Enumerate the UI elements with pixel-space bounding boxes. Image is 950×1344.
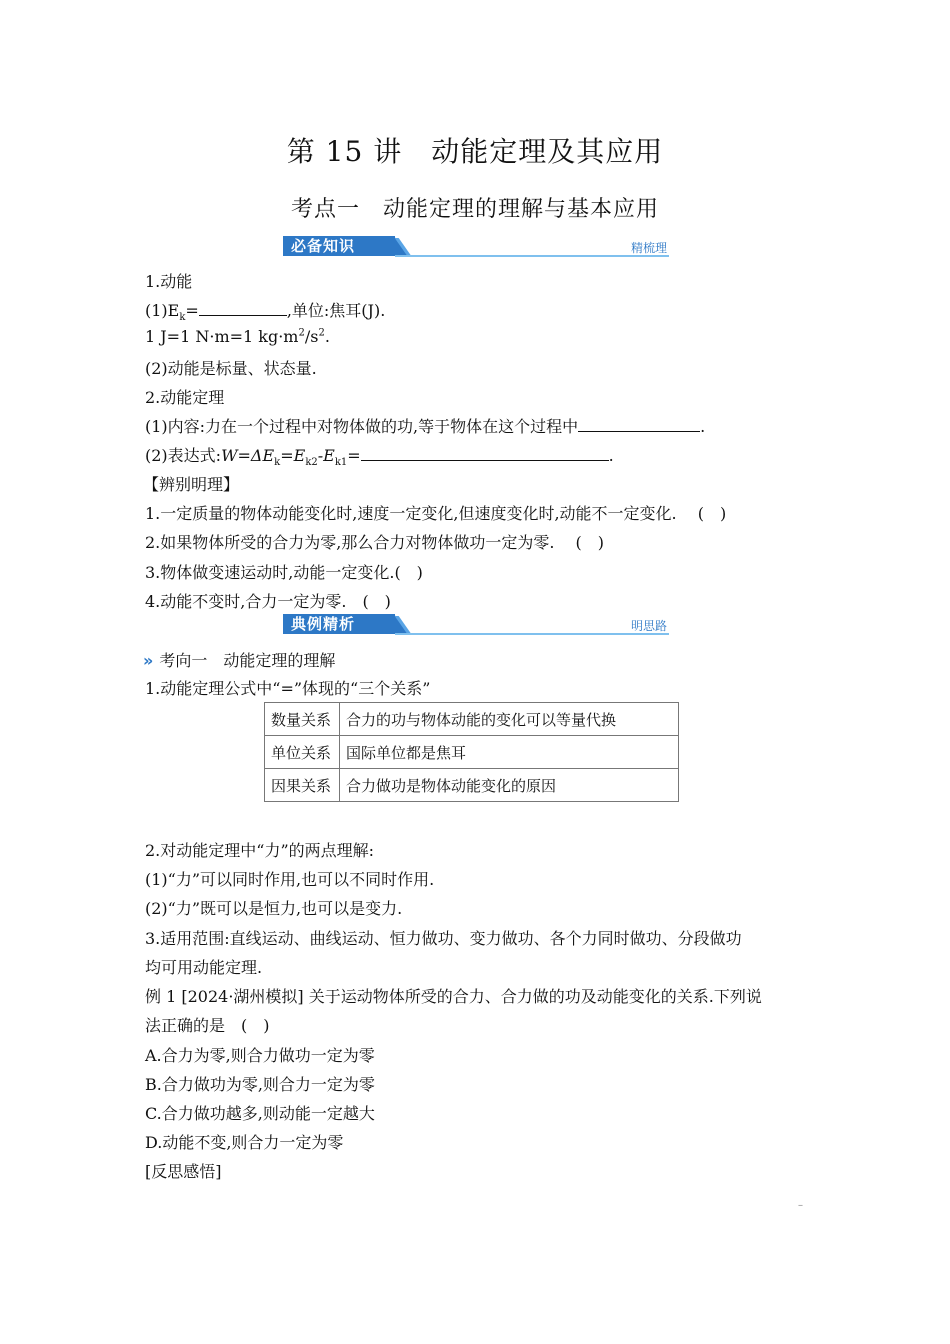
theorem-heading: 2.动能定理 <box>145 388 225 407</box>
relations-intro: 1.动能定理公式中“=”体现的“三个关系” <box>145 679 431 698</box>
banner-typical-examples <box>283 614 669 638</box>
banner-right-label: 明思路 <box>630 619 667 633</box>
table-row <box>265 703 679 736</box>
option-d: D.动能不变,则合力一定为零 <box>145 1133 344 1152</box>
text-segment: =E <box>280 446 306 465</box>
banner-right-label: 精梳理 <box>630 241 667 255</box>
fill-in-blank[interactable] <box>361 444 609 461</box>
table-row <box>265 769 679 802</box>
judge-heading: 【辨别明理】 <box>143 475 240 494</box>
force-line-1: (1)“力”可以同时作用,也可以不同时作用. <box>145 870 435 889</box>
theorem-content-line <box>145 414 705 437</box>
banner-underline <box>395 633 669 635</box>
scope-line-2: 均可用动能定理. <box>145 958 263 977</box>
scalar-state-line: (2)动能是标量、状态量. <box>145 359 317 378</box>
table-cell-value: 国际单位都是焦耳 <box>340 736 679 769</box>
text-segment: 1 J=1 N·m=1 kg·m <box>145 327 299 346</box>
page-footer-mark: – <box>798 1200 803 1211</box>
text-segment: (1)E <box>145 301 180 320</box>
text-segment: . <box>324 327 330 346</box>
subscript: k2 <box>305 457 318 469</box>
fill-in-blank[interactable] <box>578 415 700 432</box>
theorem-expression-line <box>145 443 614 468</box>
relations-table <box>264 702 679 802</box>
example-question-line-2: 法正确的是 ( ) <box>145 1016 270 1035</box>
text-segment: . <box>700 417 706 436</box>
text-segment: ,单位:焦耳(J). <box>286 301 386 320</box>
option-a: A.合力为零,则合力做功一定为零 <box>145 1046 375 1065</box>
judge-question-4: 4.动能不变时,合力一定为零. ( ) <box>145 592 391 611</box>
banner-underline <box>395 255 669 257</box>
text-segment: /s <box>304 327 319 346</box>
table-cell-value: 合力做功是物体动能变化的原因 <box>340 769 679 802</box>
double-chevron-icon: » <box>143 651 154 670</box>
subscript: k <box>274 457 281 469</box>
banner-label: 必备知识 <box>283 236 395 256</box>
table-row <box>265 736 679 769</box>
scope-line-1: 3.适用范围:直线运动、曲线运动、恒力做功、变力做功、各个力同时做功、分段做功 <box>145 929 742 948</box>
subscript: k <box>179 312 186 324</box>
kinetic-energy-formula-line <box>145 298 385 323</box>
text-segment: = <box>185 301 199 320</box>
banner-label: 典例精析 <box>283 614 395 634</box>
example-question-line-1: 例 1 [2024·湖州模拟] 关于运动物体所受的合力、合力做的功及动能变化的关系.下列说 <box>145 987 762 1006</box>
banner-essential-knowledge <box>283 236 669 260</box>
option-c: C.合力做功越多,则动能一定越大 <box>145 1104 375 1123</box>
fill-in-blank[interactable] <box>199 299 287 316</box>
text-segment: (1)内容:力在一个过程中对物体做的功,等于物体在这个过程中 <box>145 417 579 436</box>
text-segment: (2)表达式: <box>145 446 222 465</box>
superscript: 2 <box>318 327 325 339</box>
table-cell-key: 因果关系 <box>265 769 340 802</box>
direction-text: 考向一 动能定理的理解 <box>159 651 336 670</box>
subscript: k1 <box>334 457 348 469</box>
superscript: 2 <box>298 327 305 339</box>
text-segment: -E <box>317 446 335 465</box>
table-cell-key: 数量关系 <box>265 703 340 736</box>
table-cell-key: 单位关系 <box>265 736 340 769</box>
unit-conversion-line <box>145 327 330 346</box>
judge-question-1: 1.一定质量的物体动能变化时,速度一定变化,但速度变化时,动能不一定变化. ( ) <box>145 504 727 523</box>
judge-question-3: 3.物体做变速运动时,动能一定变化.( ) <box>145 563 423 582</box>
reflection-label: [反思感悟] <box>145 1162 222 1181</box>
force-line-2: (2)“力”既可以是恒力,也可以是变力. <box>145 899 403 918</box>
text-segment: W=ΔE <box>221 446 275 465</box>
text-segment: = <box>347 446 361 465</box>
table-cell-value: 合力的功与物体动能的变化可以等量代换 <box>340 703 679 736</box>
text-segment: . <box>608 446 614 465</box>
kinetic-energy-heading: 1.动能 <box>145 272 193 291</box>
lecture-title: 第 15 讲 动能定理及其应用 <box>286 135 664 168</box>
section-subtitle: 考点一 动能定理的理解与基本应用 <box>290 197 659 222</box>
force-heading: 2.对动能定理中“力”的两点理解: <box>145 841 375 860</box>
judge-question-2: 2.如果物体所受的合力为零,那么合力对物体做功一定为零. ( ) <box>145 533 605 552</box>
option-b: B.合力做功为零,则合力一定为零 <box>145 1075 375 1094</box>
direction-heading <box>143 648 335 671</box>
